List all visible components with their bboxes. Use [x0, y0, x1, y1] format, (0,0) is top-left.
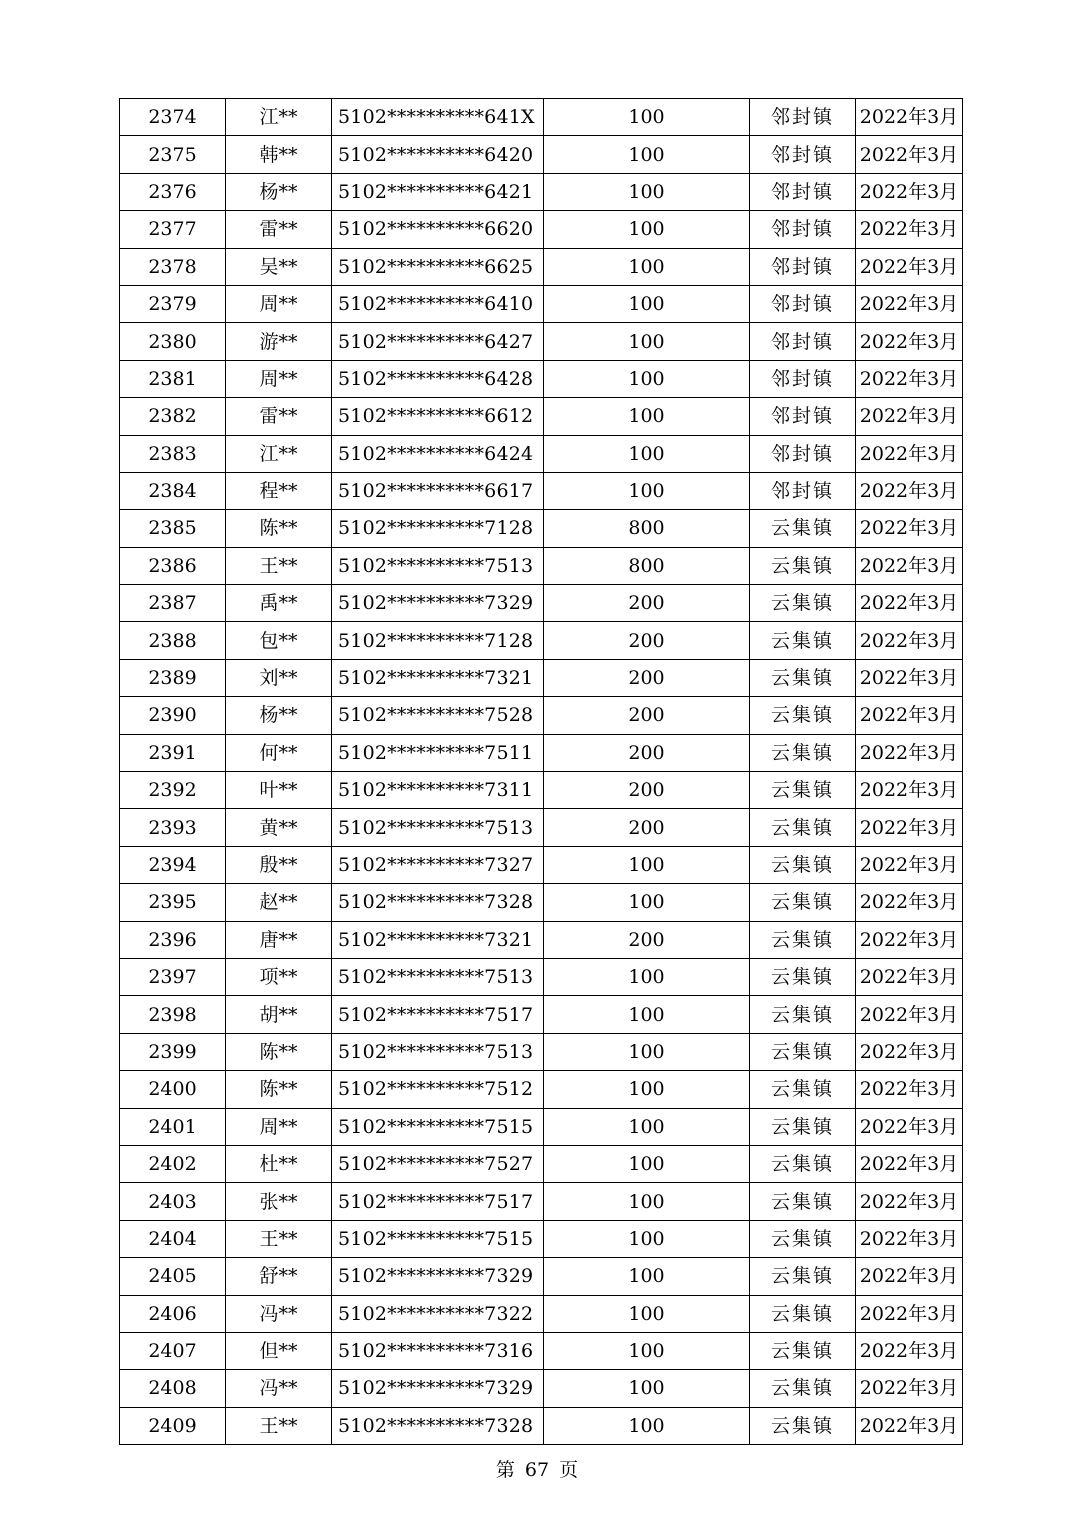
id-number-cell: 5102**********6612: [332, 398, 544, 435]
row-number-cell: 2375: [120, 136, 226, 173]
table-row: [120, 99, 963, 136]
town-cell: 邻封镇: [750, 99, 856, 136]
date-cell: 2022年3月: [856, 1407, 963, 1444]
id-number-cell: 5102**********6428: [332, 360, 544, 397]
name-cell: 张**: [226, 1183, 332, 1220]
row-number-cell: 2393: [120, 809, 226, 846]
table-row: [120, 211, 963, 248]
row-number-cell: 2398: [120, 996, 226, 1033]
id-number-cell: 5102**********6625: [332, 248, 544, 285]
name-cell: 周**: [226, 285, 332, 322]
row-number-cell: 2389: [120, 659, 226, 696]
table-row: [120, 585, 963, 622]
row-number-cell: 2401: [120, 1108, 226, 1145]
town-cell: 云集镇: [750, 697, 856, 734]
date-cell: 2022年3月: [856, 622, 963, 659]
date-cell: 2022年3月: [856, 136, 963, 173]
date-cell: 2022年3月: [856, 1332, 963, 1369]
amount-cell: 100: [544, 1332, 750, 1369]
row-number-cell: 2403: [120, 1183, 226, 1220]
date-cell: 2022年3月: [856, 1071, 963, 1108]
town-cell: 邻封镇: [750, 136, 856, 173]
amount-cell: 100: [544, 884, 750, 921]
id-number-cell: 5102**********7316: [332, 1332, 544, 1369]
row-number-cell: 2378: [120, 248, 226, 285]
name-cell: 冯**: [226, 1370, 332, 1407]
date-cell: 2022年3月: [856, 697, 963, 734]
id-number-cell: 5102**********6427: [332, 323, 544, 360]
date-cell: 2022年3月: [856, 510, 963, 547]
amount-cell: 100: [544, 1258, 750, 1295]
row-number-cell: 2379: [120, 285, 226, 322]
amount-cell: 100: [544, 323, 750, 360]
row-number-cell: 2397: [120, 958, 226, 995]
name-cell: 杨**: [226, 697, 332, 734]
date-cell: 2022年3月: [856, 173, 963, 210]
date-cell: 2022年3月: [856, 1033, 963, 1070]
table-row: [120, 1220, 963, 1257]
town-cell: 云集镇: [750, 622, 856, 659]
town-cell: 云集镇: [750, 1370, 856, 1407]
amount-cell: 100: [544, 1407, 750, 1444]
date-cell: 2022年3月: [856, 547, 963, 584]
row-number-cell: 2405: [120, 1258, 226, 1295]
table-row: [120, 173, 963, 210]
date-cell: 2022年3月: [856, 1220, 963, 1257]
row-number-cell: 2387: [120, 585, 226, 622]
town-cell: 云集镇: [750, 1407, 856, 1444]
id-number-cell: 5102**********6420: [332, 136, 544, 173]
name-cell: 禹**: [226, 585, 332, 622]
amount-cell: 100: [544, 472, 750, 509]
amount-cell: 100: [544, 1220, 750, 1257]
id-number-cell: 5102**********7517: [332, 996, 544, 1033]
page-number: 第 67 页: [495, 1459, 579, 1481]
table-row: [120, 136, 963, 173]
row-number-cell: 2394: [120, 846, 226, 883]
row-number-cell: 2376: [120, 173, 226, 210]
date-cell: 2022年3月: [856, 659, 963, 696]
date-cell: 2022年3月: [856, 1295, 963, 1332]
name-cell: 陈**: [226, 1033, 332, 1070]
amount-cell: 100: [544, 211, 750, 248]
date-cell: 2022年3月: [856, 398, 963, 435]
table-row: [120, 884, 963, 921]
town-cell: 云集镇: [750, 772, 856, 809]
row-number-cell: 2377: [120, 211, 226, 248]
id-number-cell: 5102**********7311: [332, 772, 544, 809]
table-row: [120, 846, 963, 883]
town-cell: 邻封镇: [750, 285, 856, 322]
town-cell: 云集镇: [750, 1145, 856, 1182]
name-cell: 赵**: [226, 884, 332, 921]
town-cell: 云集镇: [750, 884, 856, 921]
id-number-cell: 5102**********641X: [332, 99, 544, 136]
amount-cell: 200: [544, 734, 750, 771]
table-row: [120, 435, 963, 472]
table-row: [120, 547, 963, 584]
id-number-cell: 5102**********7513: [332, 1033, 544, 1070]
id-number-cell: 5102**********7511: [332, 734, 544, 771]
id-number-cell: 5102**********7513: [332, 958, 544, 995]
name-cell: 王**: [226, 1220, 332, 1257]
town-cell: 邻封镇: [750, 248, 856, 285]
name-cell: 刘**: [226, 659, 332, 696]
town-cell: 邻封镇: [750, 398, 856, 435]
table-row: [120, 1183, 963, 1220]
name-cell: 胡**: [226, 996, 332, 1033]
table-row: [120, 1258, 963, 1295]
table-row: [120, 323, 963, 360]
table-row: [120, 360, 963, 397]
row-number-cell: 2392: [120, 772, 226, 809]
amount-cell: 100: [544, 173, 750, 210]
amount-cell: 100: [544, 398, 750, 435]
amount-cell: 100: [544, 1145, 750, 1182]
id-number-cell: 5102**********7321: [332, 659, 544, 696]
town-cell: 云集镇: [750, 510, 856, 547]
amount-cell: 100: [544, 1370, 750, 1407]
row-number-cell: 2385: [120, 510, 226, 547]
name-cell: 殷**: [226, 846, 332, 883]
row-number-cell: 2406: [120, 1295, 226, 1332]
town-cell: 云集镇: [750, 1108, 856, 1145]
name-cell: 陈**: [226, 1071, 332, 1108]
name-cell: 杜**: [226, 1145, 332, 1182]
table-row: [120, 510, 963, 547]
row-number-cell: 2391: [120, 734, 226, 771]
date-cell: 2022年3月: [856, 958, 963, 995]
name-cell: 韩**: [226, 136, 332, 173]
town-cell: 云集镇: [750, 1033, 856, 1070]
id-number-cell: 5102**********7322: [332, 1295, 544, 1332]
amount-cell: 100: [544, 99, 750, 136]
table-row: [120, 958, 963, 995]
name-cell: 杨**: [226, 173, 332, 210]
date-cell: 2022年3月: [856, 1108, 963, 1145]
table-row: [120, 697, 963, 734]
name-cell: 周**: [226, 360, 332, 397]
table-row: [120, 809, 963, 846]
amount-cell: 100: [544, 846, 750, 883]
name-cell: 陈**: [226, 510, 332, 547]
table-row: [120, 1145, 963, 1182]
town-cell: 云集镇: [750, 921, 856, 958]
date-cell: 2022年3月: [856, 1258, 963, 1295]
row-number-cell: 2388: [120, 622, 226, 659]
town-cell: 云集镇: [750, 585, 856, 622]
row-number-cell: 2381: [120, 360, 226, 397]
town-cell: 云集镇: [750, 659, 856, 696]
name-cell: 江**: [226, 435, 332, 472]
amount-cell: 100: [544, 1071, 750, 1108]
payment-table: [119, 98, 963, 1445]
table-row: [120, 734, 963, 771]
name-cell: 游**: [226, 323, 332, 360]
amount-cell: 200: [544, 697, 750, 734]
amount-cell: 100: [544, 136, 750, 173]
date-cell: 2022年3月: [856, 248, 963, 285]
date-cell: 2022年3月: [856, 921, 963, 958]
amount-cell: 100: [544, 1295, 750, 1332]
date-cell: 2022年3月: [856, 285, 963, 322]
date-cell: 2022年3月: [856, 846, 963, 883]
id-number-cell: 5102**********7527: [332, 1145, 544, 1182]
id-number-cell: 5102**********7512: [332, 1071, 544, 1108]
town-cell: 邻封镇: [750, 173, 856, 210]
amount-cell: 100: [544, 1108, 750, 1145]
row-number-cell: 2409: [120, 1407, 226, 1444]
row-number-cell: 2408: [120, 1370, 226, 1407]
amount-cell: 100: [544, 360, 750, 397]
id-number-cell: 5102**********6421: [332, 173, 544, 210]
amount-cell: 200: [544, 809, 750, 846]
amount-cell: 200: [544, 659, 750, 696]
name-cell: 但**: [226, 1332, 332, 1369]
amount-cell: 100: [544, 1183, 750, 1220]
amount-cell: 200: [544, 772, 750, 809]
table-row: [120, 285, 963, 322]
date-cell: 2022年3月: [856, 211, 963, 248]
name-cell: 项**: [226, 958, 332, 995]
date-cell: 2022年3月: [856, 435, 963, 472]
row-number-cell: 2407: [120, 1332, 226, 1369]
date-cell: 2022年3月: [856, 772, 963, 809]
id-number-cell: 5102**********7517: [332, 1183, 544, 1220]
amount-cell: 200: [544, 622, 750, 659]
id-number-cell: 5102**********7528: [332, 697, 544, 734]
id-number-cell: 5102**********7128: [332, 510, 544, 547]
id-number-cell: 5102**********7513: [332, 809, 544, 846]
date-cell: 2022年3月: [856, 1370, 963, 1407]
table-row: [120, 1295, 963, 1332]
town-cell: 云集镇: [750, 958, 856, 995]
table-row: [120, 1108, 963, 1145]
name-cell: 吴**: [226, 248, 332, 285]
row-number-cell: 2386: [120, 547, 226, 584]
name-cell: 唐**: [226, 921, 332, 958]
date-cell: 2022年3月: [856, 99, 963, 136]
name-cell: 周**: [226, 1108, 332, 1145]
id-number-cell: 5102**********6424: [332, 435, 544, 472]
town-cell: 云集镇: [750, 996, 856, 1033]
name-cell: 江**: [226, 99, 332, 136]
date-cell: 2022年3月: [856, 472, 963, 509]
id-number-cell: 5102**********7328: [332, 1407, 544, 1444]
table-row: [120, 1370, 963, 1407]
town-cell: 邻封镇: [750, 435, 856, 472]
row-number-cell: 2384: [120, 472, 226, 509]
date-cell: 2022年3月: [856, 1183, 963, 1220]
table-row: [120, 1332, 963, 1369]
row-number-cell: 2402: [120, 1145, 226, 1182]
date-cell: 2022年3月: [856, 323, 963, 360]
table-row: [120, 996, 963, 1033]
town-cell: 邻封镇: [750, 360, 856, 397]
date-cell: 2022年3月: [856, 360, 963, 397]
town-cell: 云集镇: [750, 1220, 856, 1257]
date-cell: 2022年3月: [856, 809, 963, 846]
name-cell: 舒**: [226, 1258, 332, 1295]
name-cell: 黄**: [226, 809, 332, 846]
amount-cell: 200: [544, 921, 750, 958]
town-cell: 云集镇: [750, 1332, 856, 1369]
id-number-cell: 5102**********7327: [332, 846, 544, 883]
id-number-cell: 5102**********7328: [332, 884, 544, 921]
name-cell: 雷**: [226, 211, 332, 248]
name-cell: 王**: [226, 1407, 332, 1444]
name-cell: 雷**: [226, 398, 332, 435]
table-row: [120, 1071, 963, 1108]
name-cell: 包**: [226, 622, 332, 659]
date-cell: 2022年3月: [856, 996, 963, 1033]
town-cell: 邻封镇: [750, 211, 856, 248]
town-cell: 云集镇: [750, 1183, 856, 1220]
town-cell: 云集镇: [750, 734, 856, 771]
table-row: [120, 248, 963, 285]
id-number-cell: 5102**********7515: [332, 1108, 544, 1145]
row-number-cell: 2400: [120, 1071, 226, 1108]
town-cell: 云集镇: [750, 547, 856, 584]
town-cell: 云集镇: [750, 1295, 856, 1332]
row-number-cell: 2396: [120, 921, 226, 958]
name-cell: 叶**: [226, 772, 332, 809]
town-cell: 云集镇: [750, 1071, 856, 1108]
date-cell: 2022年3月: [856, 585, 963, 622]
id-number-cell: 5102**********7128: [332, 622, 544, 659]
table-body: [120, 99, 963, 1445]
table-row: [120, 622, 963, 659]
amount-cell: 100: [544, 285, 750, 322]
row-number-cell: 2390: [120, 697, 226, 734]
row-number-cell: 2404: [120, 1220, 226, 1257]
id-number-cell: 5102**********7321: [332, 921, 544, 958]
row-number-cell: 2383: [120, 435, 226, 472]
town-cell: 云集镇: [750, 1258, 856, 1295]
id-number-cell: 5102**********6410: [332, 285, 544, 322]
id-number-cell: 5102**********7513: [332, 547, 544, 584]
amount-cell: 200: [544, 585, 750, 622]
id-number-cell: 5102**********7329: [332, 1370, 544, 1407]
name-cell: 何**: [226, 734, 332, 771]
amount-cell: 100: [544, 1033, 750, 1070]
table-row: [120, 472, 963, 509]
row-number-cell: 2380: [120, 323, 226, 360]
town-cell: 云集镇: [750, 846, 856, 883]
amount-cell: 100: [544, 435, 750, 472]
town-cell: 邻封镇: [750, 472, 856, 509]
name-cell: 程**: [226, 472, 332, 509]
table-row: [120, 921, 963, 958]
amount-cell: 100: [544, 958, 750, 995]
date-cell: 2022年3月: [856, 884, 963, 921]
name-cell: 冯**: [226, 1295, 332, 1332]
amount-cell: 100: [544, 248, 750, 285]
town-cell: 邻封镇: [750, 323, 856, 360]
amount-cell: 800: [544, 547, 750, 584]
table-row: [120, 398, 963, 435]
id-number-cell: 5102**********7515: [332, 1220, 544, 1257]
row-number-cell: 2382: [120, 398, 226, 435]
id-number-cell: 5102**********7329: [332, 1258, 544, 1295]
table-row: [120, 1033, 963, 1070]
amount-cell: 100: [544, 996, 750, 1033]
id-number-cell: 5102**********6617: [332, 472, 544, 509]
row-number-cell: 2374: [120, 99, 226, 136]
id-number-cell: 5102**********6620: [332, 211, 544, 248]
table-row: [120, 772, 963, 809]
id-number-cell: 5102**********7329: [332, 585, 544, 622]
date-cell: 2022年3月: [856, 1145, 963, 1182]
name-cell: 王**: [226, 547, 332, 584]
row-number-cell: 2395: [120, 884, 226, 921]
amount-cell: 800: [544, 510, 750, 547]
town-cell: 云集镇: [750, 809, 856, 846]
table-row: [120, 659, 963, 696]
date-cell: 2022年3月: [856, 734, 963, 771]
table-row: [120, 1407, 963, 1444]
row-number-cell: 2399: [120, 1033, 226, 1070]
